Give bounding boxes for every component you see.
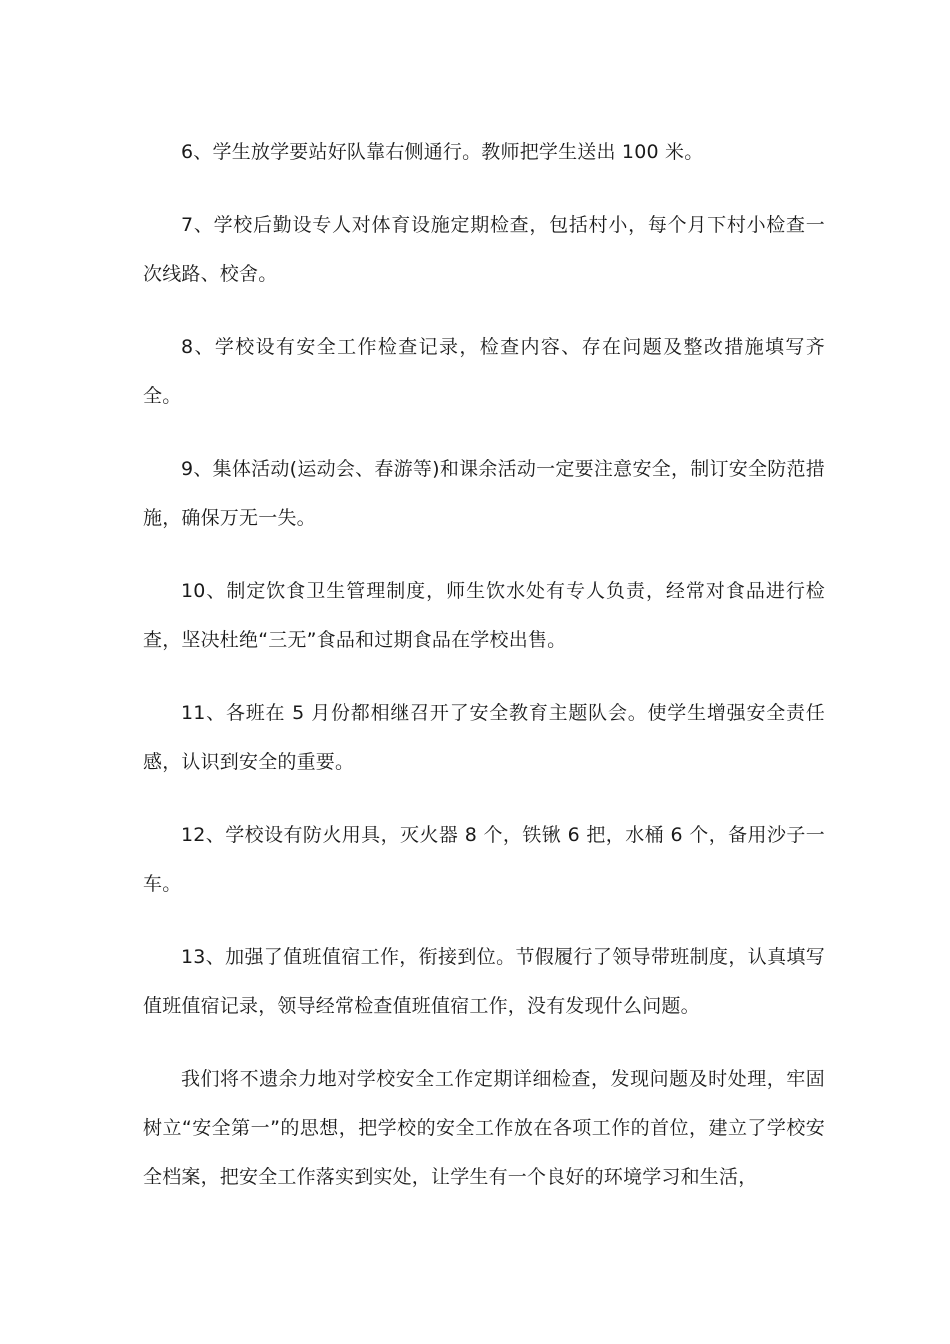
paragraph-item-6: 6、学生放学要站好队靠右侧通行。教师把学生送出 100 米。 xyxy=(181,141,704,163)
paragraph-item-10: 10、制定饮食卫生管理制度，师生饮水处有专人负责，经常对食品进行检查，坚决杜绝“三无”食品和过期食品在学校出售。 xyxy=(143,580,825,651)
paragraph-item-9: 9、集体活动(运动会、春游等)和课余活动一定要注意安全，制订安全防范措施，确保万无一失。 xyxy=(143,458,825,529)
paragraph-item-7: 7、学校后勤设专人对体育设施定期检查，包括村小，每个月下村小检查一次线路、校舍。 xyxy=(143,214,825,285)
document-body xyxy=(143,128,825,1226)
paragraph-item-12: 12、学校设有防火用具，灭火器 8 个，铁锹 6 把，水桶 6 个，备用沙子一车。 xyxy=(143,824,825,895)
paragraph-item-8: 8、学校设有安全工作检查记录，检查内容、存在问题及整改措施填写齐全。 xyxy=(143,336,825,407)
paragraph-conclusion: 我们将不遗余力地对学校安全工作定期详细检查，发现问题及时处理，牢固树立“安全第一”的思想，把学校的安全工作放在各项工作的首位，建立了学校安全档案，把安全工作落实到实处，让学生有一个良好的环境学习和生活， xyxy=(143,1068,825,1188)
paragraph-item-11: 11、各班在 5 月份都相继召开了安全教育主题队会。使学生增强安全责任感，认识到安全的重要。 xyxy=(143,702,825,773)
paragraph-item-13: 13、加强了值班值宿工作，衔接到位。节假履行了领导带班制度，认真填写值班值宿记录，领导经常检查值班值宿工作，没有发现什么问题。 xyxy=(143,946,825,1017)
